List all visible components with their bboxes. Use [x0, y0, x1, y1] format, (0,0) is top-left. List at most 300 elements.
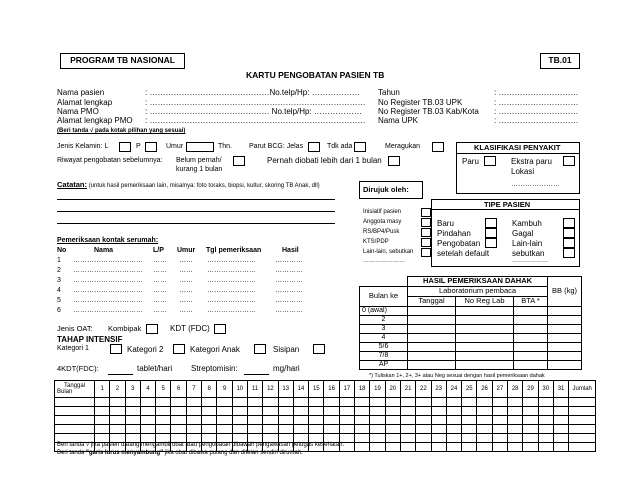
calendar-cell[interactable] [477, 425, 492, 434]
program-title: PROGRAM TB NASIONAL [70, 55, 175, 66]
calendar-cell[interactable] [523, 416, 538, 425]
sputum-cell[interactable] [548, 343, 582, 352]
calendar-day-header: 31 [553, 381, 568, 398]
calendar-cell[interactable] [477, 443, 492, 452]
calendar-cell[interactable] [156, 416, 171, 425]
calendar-day-header: 3 [125, 381, 140, 398]
sputum-cell[interactable] [408, 307, 456, 316]
calendar-cell[interactable] [339, 425, 354, 434]
calendar-day-header: 22 [416, 381, 431, 398]
calendar-corner [55, 381, 95, 398]
calendar-cell[interactable] [400, 443, 415, 452]
calendar-cell[interactable] [247, 398, 262, 407]
sputum-cell[interactable] [514, 343, 548, 352]
bcg-none-checkbox[interactable] [354, 142, 366, 152]
patient-type-checkbox[interactable] [563, 228, 575, 238]
contact-row[interactable]: 6 ………………………… …… …… ………………… ………… [57, 307, 303, 314]
calendar-cell[interactable] [508, 443, 523, 452]
identity-right-label: No Register TB.03 UPK [378, 98, 463, 107]
calendar-cell[interactable] [55, 407, 95, 416]
patient-type-checkbox[interactable] [563, 248, 575, 258]
oat-kombipak-label: Kombipak [108, 324, 142, 333]
sputum-cell[interactable] [514, 334, 548, 343]
calendar-cell[interactable] [400, 434, 415, 443]
calendar-cell[interactable] [523, 407, 538, 416]
oat-category-checkbox[interactable] [254, 344, 266, 354]
calendar-cell[interactable] [400, 416, 415, 425]
contact-row[interactable]: 4 ………………………… …… …… ………………… ………… [57, 287, 303, 294]
calendar-cell[interactable] [569, 416, 596, 425]
sputum-cell[interactable] [456, 325, 514, 334]
strep-unit: mg/hari [273, 364, 300, 373]
check-instruction: (Beri tanda √ pada kotak pilihan yang sesuai) [57, 128, 186, 134]
age-input[interactable] [186, 142, 214, 152]
sputum-cell[interactable] [408, 316, 456, 325]
calendar-cell[interactable] [431, 416, 446, 425]
bcg-label: Parut BCG: Jelas [249, 143, 304, 150]
sputum-cell[interactable] [548, 307, 582, 316]
calendar-cell[interactable] [462, 416, 477, 425]
footer-line-1: Beri tanda √ jika pasien datang mengambil obat atau pengobatan dibawah pengawasan petugas kesehatan. [57, 442, 345, 448]
calendar-cell[interactable] [355, 443, 370, 452]
calendar-cell[interactable] [339, 407, 354, 416]
dose-input[interactable] [108, 374, 133, 375]
calendar-cell[interactable] [538, 425, 553, 434]
calendar-cell[interactable] [538, 443, 553, 452]
referral-checkbox[interactable] [421, 228, 431, 237]
calendar-cell[interactable] [55, 416, 95, 425]
calendar-cell[interactable] [553, 443, 568, 452]
classification-title: KLASIFIKASI PENYAKIT [474, 143, 561, 152]
sputum-month: 3 [360, 325, 408, 334]
referral-checkbox[interactable] [421, 218, 431, 227]
calendar-cell[interactable] [355, 425, 370, 434]
calendar-day-header: 7 [186, 381, 201, 398]
sputum-cell[interactable] [514, 352, 548, 361]
calendar-cell[interactable] [156, 407, 171, 416]
calendar-cell[interactable] [263, 425, 278, 434]
calendar-cell[interactable] [110, 425, 125, 434]
calendar-cell[interactable] [355, 398, 370, 407]
calendar-cell[interactable] [293, 416, 308, 425]
oat-kombipak-checkbox[interactable] [146, 324, 158, 334]
calendar-cell[interactable] [217, 416, 232, 425]
referral-checkbox[interactable] [421, 238, 431, 247]
identity-left-value[interactable]: : ……………………………………………………………………… [145, 116, 366, 125]
calendar-cell[interactable] [569, 434, 596, 443]
calendar-cell[interactable] [202, 416, 217, 425]
contact-row[interactable]: 3 ………………………… …… …… ………………… ………… [57, 277, 303, 284]
calendar-cell[interactable] [186, 398, 201, 407]
sputum-cell[interactable] [548, 361, 582, 370]
calendar-cell[interactable] [55, 425, 95, 434]
calendar-cell[interactable] [400, 407, 415, 416]
calendar-cell[interactable] [492, 407, 507, 416]
calendar-cell[interactable] [278, 398, 293, 407]
calendar-cell[interactable] [431, 407, 446, 416]
calendar-cell[interactable] [492, 425, 507, 434]
oat-category-label: Kategori 2 [127, 345, 164, 354]
calendar-cell[interactable] [462, 407, 477, 416]
sputum-month: 2 [360, 316, 408, 325]
identity-right-value[interactable]: : ………………………… [494, 98, 579, 107]
calendar-cell[interactable] [125, 425, 140, 434]
sputum-cell[interactable] [408, 352, 456, 361]
patient-type-checkbox[interactable] [485, 218, 497, 228]
oat-kdt-checkbox[interactable] [214, 324, 226, 334]
oat-category-label: Kategori Anak [190, 345, 240, 354]
calendar-cell[interactable] [492, 398, 507, 407]
calendar-cell[interactable] [202, 407, 217, 416]
patient-type-option: sebutkan [512, 249, 545, 258]
sputum-cell[interactable] [514, 307, 548, 316]
calendar-cell[interactable] [446, 425, 461, 434]
calendar-cell[interactable] [477, 407, 492, 416]
calendar-cell[interactable] [324, 416, 339, 425]
strep-input[interactable] [244, 374, 269, 375]
calendar-cell[interactable] [186, 407, 201, 416]
calendar-cell[interactable] [140, 407, 155, 416]
identity-left-label: Nama pasien [57, 88, 105, 97]
sputum-lab-header: Laboratorium pembaca [408, 287, 548, 297]
calendar-row [55, 416, 596, 425]
sputum-cell[interactable] [456, 307, 514, 316]
calendar-cell[interactable] [553, 398, 568, 407]
calendar-cell[interactable] [431, 443, 446, 452]
calendar-cell[interactable] [416, 407, 431, 416]
calendar-cell[interactable] [416, 434, 431, 443]
calendar-cell[interactable] [370, 443, 385, 452]
calendar-cell[interactable] [462, 443, 477, 452]
oat-category-checkbox[interactable] [313, 344, 325, 354]
calendar-cell[interactable] [492, 443, 507, 452]
calendar-cell[interactable] [416, 425, 431, 434]
sputum-table [359, 276, 582, 370]
calendar-cell[interactable] [95, 425, 110, 434]
calendar-cell[interactable] [95, 398, 110, 407]
classification-location-label: Lokasi [511, 167, 535, 176]
calendar-cell[interactable] [446, 398, 461, 407]
calendar-cell[interactable] [324, 407, 339, 416]
history-treated-checkbox[interactable] [388, 156, 400, 166]
notes-title [57, 181, 320, 190]
calendar-cell[interactable] [263, 416, 278, 425]
calendar-cell[interactable] [477, 434, 492, 443]
identity-left-value[interactable]: : ……………………………………………………………………… [145, 98, 366, 107]
calendar-cell[interactable] [492, 434, 507, 443]
calendar-cell[interactable] [309, 407, 324, 416]
calendar-cell[interactable] [446, 443, 461, 452]
calendar-cell[interactable] [477, 416, 492, 425]
classification-paru-checkbox[interactable] [484, 156, 496, 166]
calendar-cell[interactable] [278, 425, 293, 434]
sputum-cell[interactable] [456, 361, 514, 370]
sputum-cell[interactable] [514, 316, 548, 325]
sputum-cell[interactable] [456, 352, 514, 361]
calendar-day-header: 23 [431, 381, 446, 398]
notes-hint: (untuk hasil pemeriksaan lain, misalnya: foto toraks, biopsi, kultur, skoring TB Anak, dll) [88, 183, 320, 189]
oat-phase-title: TAHAP INTENSIF [57, 335, 123, 344]
patient-type-option: Lain-lain [512, 239, 543, 248]
calendar-cell[interactable] [125, 398, 140, 407]
calendar-day-header: 28 [508, 381, 523, 398]
calendar-cell[interactable] [140, 425, 155, 434]
calendar-cell[interactable] [217, 398, 232, 407]
calendar-cell[interactable] [370, 407, 385, 416]
calendar-cell[interactable] [462, 434, 477, 443]
calendar-cell[interactable] [278, 416, 293, 425]
calendar-cell[interactable] [186, 425, 201, 434]
calendar-cell[interactable] [553, 425, 568, 434]
calendar-day-header: 25 [462, 381, 477, 398]
calendar-cell[interactable] [355, 407, 370, 416]
calendar-cell[interactable] [140, 398, 155, 407]
calendar-cell[interactable] [232, 398, 247, 407]
calendar-cell[interactable] [95, 416, 110, 425]
calendar-cell[interactable] [553, 416, 568, 425]
calendar-cell[interactable] [431, 434, 446, 443]
identity-left-label: Alamat lengkap [57, 98, 113, 107]
calendar-cell[interactable] [569, 398, 596, 407]
oat-label: Jenis OAT: [57, 324, 93, 333]
notes-line[interactable] [57, 211, 335, 212]
calendar-day-header: 2 [110, 381, 125, 398]
calendar-cell[interactable] [523, 398, 538, 407]
classification-location-value[interactable]: ………………… [511, 181, 560, 188]
sputum-cell[interactable] [514, 361, 548, 370]
identity-left-value[interactable]: : ………………………………………No.telp/Hp: ……………… [145, 88, 360, 97]
referral-other-value[interactable]: ………………… [363, 258, 405, 264]
calendar-day-header: 4 [140, 381, 155, 398]
sputum-cell[interactable] [548, 316, 582, 325]
calendar-cell[interactable] [523, 434, 538, 443]
calendar-cell[interactable] [370, 434, 385, 443]
calendar-cell[interactable] [217, 407, 232, 416]
calendar-cell[interactable] [110, 407, 125, 416]
calendar-cell[interactable] [247, 425, 262, 434]
gender-label: Jenis Kelamin: L [57, 143, 109, 150]
calendar-cell[interactable] [385, 443, 400, 452]
calendar-cell[interactable] [385, 416, 400, 425]
contacts-header: Nama [94, 247, 114, 254]
gender-l-checkbox[interactable] [119, 142, 131, 152]
referral-checkbox[interactable] [421, 248, 431, 257]
calendar-cell[interactable] [523, 443, 538, 452]
calendar-cell[interactable] [232, 416, 247, 425]
oat-category-label: Kategori 1 [57, 345, 89, 352]
identity-right-value[interactable]: : ………………………… [494, 116, 579, 125]
calendar-cell[interactable] [462, 398, 477, 407]
notes-line[interactable] [57, 199, 335, 200]
calendar-cell[interactable] [477, 398, 492, 407]
sputum-cell[interactable] [548, 352, 582, 361]
calendar-day-header: 13 [278, 381, 293, 398]
calendar-cell[interactable] [553, 434, 568, 443]
calendar-cell[interactable] [385, 407, 400, 416]
calendar-cell[interactable] [416, 416, 431, 425]
calendar-row [55, 425, 596, 434]
history-treated-label: Pernah diobati lebih dari 1 bulan [267, 156, 382, 165]
patient-type-checkbox[interactable] [563, 238, 575, 248]
calendar-cell[interactable] [324, 425, 339, 434]
sputum-cell[interactable] [456, 316, 514, 325]
patient-type-option: setelah default [437, 249, 490, 258]
notes-line[interactable] [57, 223, 335, 224]
calendar-cell[interactable] [55, 398, 95, 407]
calendar-cell[interactable] [309, 398, 324, 407]
calendar-cell[interactable] [232, 425, 247, 434]
history-never-checkbox[interactable] [233, 156, 245, 166]
patient-type-option: Kambuh [512, 219, 542, 228]
patient-type-option: Baru [437, 219, 454, 228]
calendar-cell[interactable] [538, 407, 553, 416]
calendar-cell[interactable] [186, 416, 201, 425]
calendar-day-header: 15 [309, 381, 324, 398]
patient-type-other-value[interactable]: ……………… [512, 258, 548, 264]
dose-label: 4KDT(FDC): [57, 364, 99, 373]
identity-left-label: Nama PMO [57, 107, 99, 116]
patient-type-title: TIPE PASIEN [484, 200, 531, 209]
sputum-cell[interactable] [408, 361, 456, 370]
calendar-cell[interactable] [171, 425, 186, 434]
calendar-day-header: 29 [523, 381, 538, 398]
classification-paru-label: Paru [462, 157, 479, 166]
calendar-cell[interactable] [492, 416, 507, 425]
sputum-subheader: Tanggal [408, 297, 456, 307]
calendar-cell[interactable] [462, 425, 477, 434]
calendar-cell[interactable] [110, 416, 125, 425]
oat-category-checkbox[interactable] [110, 344, 122, 354]
calendar-cell[interactable] [339, 398, 354, 407]
calendar-cell[interactable] [217, 425, 232, 434]
calendar-cell[interactable] [385, 425, 400, 434]
calendar-cell[interactable] [232, 407, 247, 416]
patient-type-checkbox[interactable] [485, 238, 497, 248]
form-code-box [540, 53, 580, 69]
sputum-cell[interactable] [456, 343, 514, 352]
calendar-cell[interactable] [171, 398, 186, 407]
calendar-cell[interactable] [355, 416, 370, 425]
calendar-cell[interactable] [339, 416, 354, 425]
sputum-cell[interactable] [548, 334, 582, 343]
calendar-day-header: 24 [446, 381, 461, 398]
patient-type-checkbox[interactable] [563, 218, 575, 228]
dose-unit: tablet/hari [137, 364, 173, 373]
calendar-cell[interactable] [569, 407, 596, 416]
calendar-cell[interactable] [110, 398, 125, 407]
calendar-cell[interactable] [508, 434, 523, 443]
calendar-cell[interactable] [446, 416, 461, 425]
bcg-none-label: Tdk ada [327, 143, 353, 150]
calendar-cell[interactable] [538, 398, 553, 407]
sputum-cell[interactable] [408, 325, 456, 334]
calendar-cell[interactable] [385, 434, 400, 443]
identity-left-label: Alamat lengkap PMO [57, 116, 133, 125]
sputum-cell[interactable] [514, 325, 548, 334]
calendar-cell[interactable] [400, 398, 415, 407]
calendar-cell[interactable] [156, 398, 171, 407]
calendar-cell[interactable] [309, 425, 324, 434]
calendar-cell[interactable] [569, 425, 596, 434]
calendar-cell[interactable] [247, 407, 262, 416]
calendar-cell[interactable] [416, 398, 431, 407]
calendar-cell[interactable] [95, 407, 110, 416]
referral-checkbox[interactable] [421, 208, 431, 217]
calendar-cell[interactable] [202, 425, 217, 434]
calendar-cell[interactable] [508, 398, 523, 407]
contact-row[interactable]: 5 ………………………… …… …… ………………… ………… [57, 297, 303, 304]
calendar-cell[interactable] [202, 398, 217, 407]
identity-right-value[interactable]: : ………………………… [494, 107, 579, 116]
calendar-cell[interactable] [538, 434, 553, 443]
patient-type-option: Pindahan [437, 229, 471, 238]
calendar-cell[interactable] [355, 434, 370, 443]
calendar-cell[interactable] [125, 407, 140, 416]
calendar-cell[interactable] [125, 416, 140, 425]
contact-row[interactable]: 1 ………………………… …… …… ………………… ………… [57, 257, 303, 264]
identity-right-value[interactable]: : ………………………… [494, 88, 579, 97]
calendar-cell[interactable] [263, 407, 278, 416]
calendar-cell[interactable] [508, 416, 523, 425]
calendar-cell[interactable] [263, 398, 278, 407]
calendar-cell[interactable] [523, 425, 538, 434]
calendar-cell[interactable] [569, 443, 596, 452]
calendar-cell[interactable] [171, 407, 186, 416]
calendar-cell[interactable] [370, 416, 385, 425]
calendar-cell[interactable] [508, 407, 523, 416]
bcg-clear-checkbox[interactable] [308, 142, 320, 152]
patient-type-checkbox[interactable] [485, 228, 497, 238]
sputum-cell[interactable] [408, 343, 456, 352]
calendar-cell[interactable] [446, 407, 461, 416]
calendar-cell[interactable] [431, 398, 446, 407]
calendar-day-header: 17 [339, 381, 354, 398]
gender-p-checkbox[interactable] [145, 142, 157, 152]
calendar-cell[interactable] [400, 425, 415, 434]
contact-row[interactable]: 2 ………………………… …… …… ………………… ………… [57, 267, 303, 274]
calendar-cell[interactable] [385, 398, 400, 407]
sputum-cell[interactable] [456, 334, 514, 343]
calendar-cell[interactable] [171, 416, 186, 425]
identity-left-value[interactable]: : ……………………………………… No.telp/Hp: ……………… [145, 107, 362, 116]
calendar-corner-month: Bulan [57, 389, 73, 395]
calendar-cell[interactable] [416, 443, 431, 452]
calendar-cell[interactable] [446, 434, 461, 443]
sputum-cell[interactable] [408, 334, 456, 343]
calendar-cell[interactable] [324, 398, 339, 407]
calendar-cell[interactable] [156, 425, 171, 434]
oat-category-checkbox[interactable] [173, 344, 185, 354]
calendar-cell[interactable] [431, 425, 446, 434]
calendar-cell[interactable] [309, 416, 324, 425]
calendar-cell[interactable] [293, 398, 308, 407]
sputum-cell[interactable] [548, 325, 582, 334]
bcg-doubt-checkbox[interactable] [432, 142, 444, 152]
calendar-cell[interactable] [247, 416, 262, 425]
calendar-cell[interactable] [293, 407, 308, 416]
classification-extra-checkbox[interactable] [563, 156, 575, 166]
calendar-cell[interactable] [278, 407, 293, 416]
calendar-cell[interactable] [140, 416, 155, 425]
calendar-cell[interactable] [293, 425, 308, 434]
calendar-cell[interactable] [370, 398, 385, 407]
sputum-bb-header: BB (kg) [548, 277, 582, 307]
calendar-cell[interactable] [553, 407, 568, 416]
calendar-cell[interactable] [370, 425, 385, 434]
classification-extra-label: Ekstra paru [511, 157, 552, 166]
calendar-cell[interactable] [508, 425, 523, 434]
calendar-cell[interactable] [538, 416, 553, 425]
